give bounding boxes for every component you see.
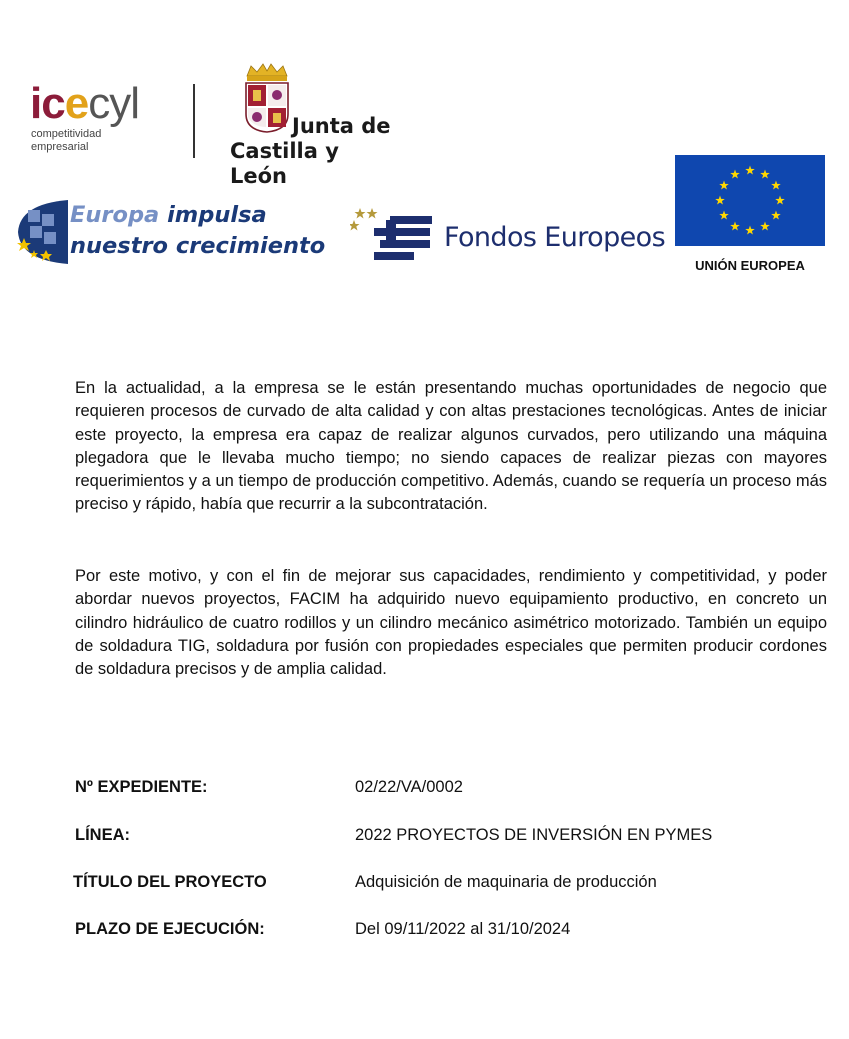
icecyl-logo [30,79,170,162]
titulo-value: Adquisición de maquinaria de producción [355,873,657,891]
junta-line2: Castilla y León [230,139,339,188]
fondos-europeos-emblem-icon [350,206,434,270]
junta-castilla-leon-logo [230,114,400,189]
union-europea-label: UNIÓN EUROPEA [695,258,805,273]
logo-divider [193,84,195,158]
linea-value: 2022 PROYECTOS DE INVERSIÓN EN PYMES [355,826,713,844]
titulo-label: TÍTULO DEL PROYECTO [73,873,267,891]
plazo-label: PLAZO DE EJECUCIÓN: [75,920,265,938]
fondos-europeos-text: Fondos Europeos [444,222,666,253]
plazo-value: Del 09/11/2022 al 31/10/2024 [355,920,571,938]
paragraph-1: En la actualidad, a la empresa se le están presentando muchas oportunidades de negocio que requieren procesos de curvado de alta calidad y con altas prestaciones tecnológicas. Antes de iniciar este proyecto, la empresa era capaz de realizar algunos curvados, pero utilizando una máquina plegadora que le llevaba mucho tiempo; no siendo capaces de realizar piezas con mayores requerimientos y a un tiempo de producción competitivo. Además, cuando se requería un proceso más preciso y rápido, había que recurrir a la subcontratación. [75,379,827,514]
junta-line1: Junta de [292,114,391,138]
paragraph-2: Por este motivo, y con el fin de mejorar sus capacidades, rendimiento y competitividad, y poder abordar nuevos proyectos, FACIM ha adquirido nuevo equipamiento productivo, en concreto un cilindro hidráulico de cuatro rodillos y un cilindro mecánico asimétrico motorizado. También un equipo de soldadura TIG, soldadura por fusión con propiedades especiales que permiten producir cordones de soldadura precisos y de amplia calidad. [75,567,827,679]
icecyl-wordmark: icecyl [30,79,139,128]
icecyl-tagline: competitividad empresarial [31,128,102,153]
expediente-value: 02/22/VA/0002 [355,778,463,796]
europa-impulsa-text: Europa impulsa nuestro crecimiento [70,202,326,259]
linea-label: LÍNEA: [75,826,130,844]
eu-flag-icon [675,155,825,246]
expediente-label: Nº EXPEDIENTE: [75,778,208,796]
europa-impulsa-emblem-icon [14,192,74,270]
